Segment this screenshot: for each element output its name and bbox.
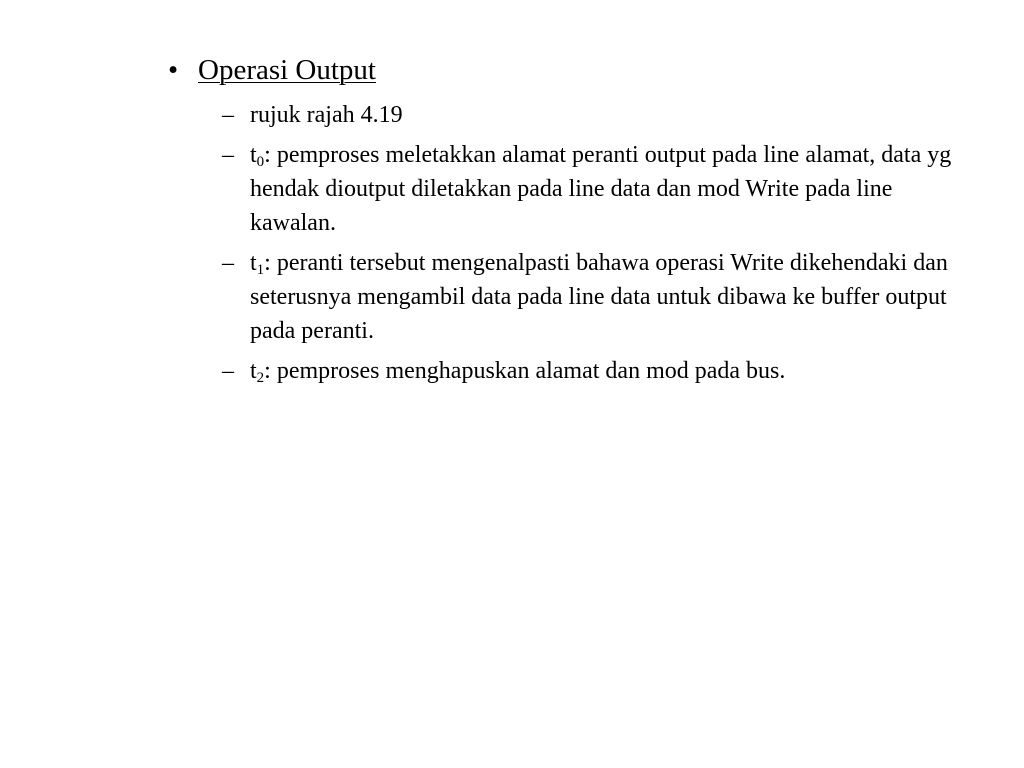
slide-heading: Operasi Output bbox=[198, 54, 376, 86]
sub-bullet-item-reference bbox=[222, 98, 982, 132]
dash-icon: – bbox=[222, 358, 234, 384]
dash-icon: – bbox=[222, 250, 234, 276]
step-t1-subscript: 1 bbox=[256, 262, 265, 278]
step-t2-prefix: t bbox=[250, 358, 257, 384]
reference-text: rujuk rajah 4.19 bbox=[250, 102, 403, 128]
step-t0-description: : pemproses meletakkan alamat peranti output pada line alamat, data yg hendak dioutput diletakkan pada line data dan mod Write pada line kawalan. bbox=[250, 142, 952, 236]
step-t0-text bbox=[250, 138, 982, 240]
bullet-icon: • bbox=[168, 54, 179, 86]
step-t1-prefix: t bbox=[250, 250, 257, 276]
step-t2-text bbox=[250, 354, 982, 388]
step-t0-prefix: t bbox=[250, 142, 257, 168]
sub-bullet-item-t0 bbox=[222, 138, 982, 240]
step-t1-text bbox=[250, 246, 982, 348]
dash-icon: – bbox=[222, 102, 234, 128]
step-t0-subscript: 0 bbox=[256, 154, 265, 170]
dash-icon: – bbox=[222, 142, 234, 168]
sub-bullet-list bbox=[222, 98, 982, 394]
main-bullet-item bbox=[168, 52, 376, 88]
step-t2-subscript: 2 bbox=[256, 370, 265, 386]
step-t2-description: : pemproses menghapuskan alamat dan mod pada bus. bbox=[264, 358, 786, 384]
sub-bullet-item-t2 bbox=[222, 354, 982, 388]
sub-bullet-item-t1 bbox=[222, 246, 982, 348]
step-t1-description: : peranti tersebut mengenalpasti bahawa operasi Write dikehendaki dan seterusnya mengambil data pada line data untuk dibawa ke buffer output pada peranti. bbox=[250, 250, 948, 344]
